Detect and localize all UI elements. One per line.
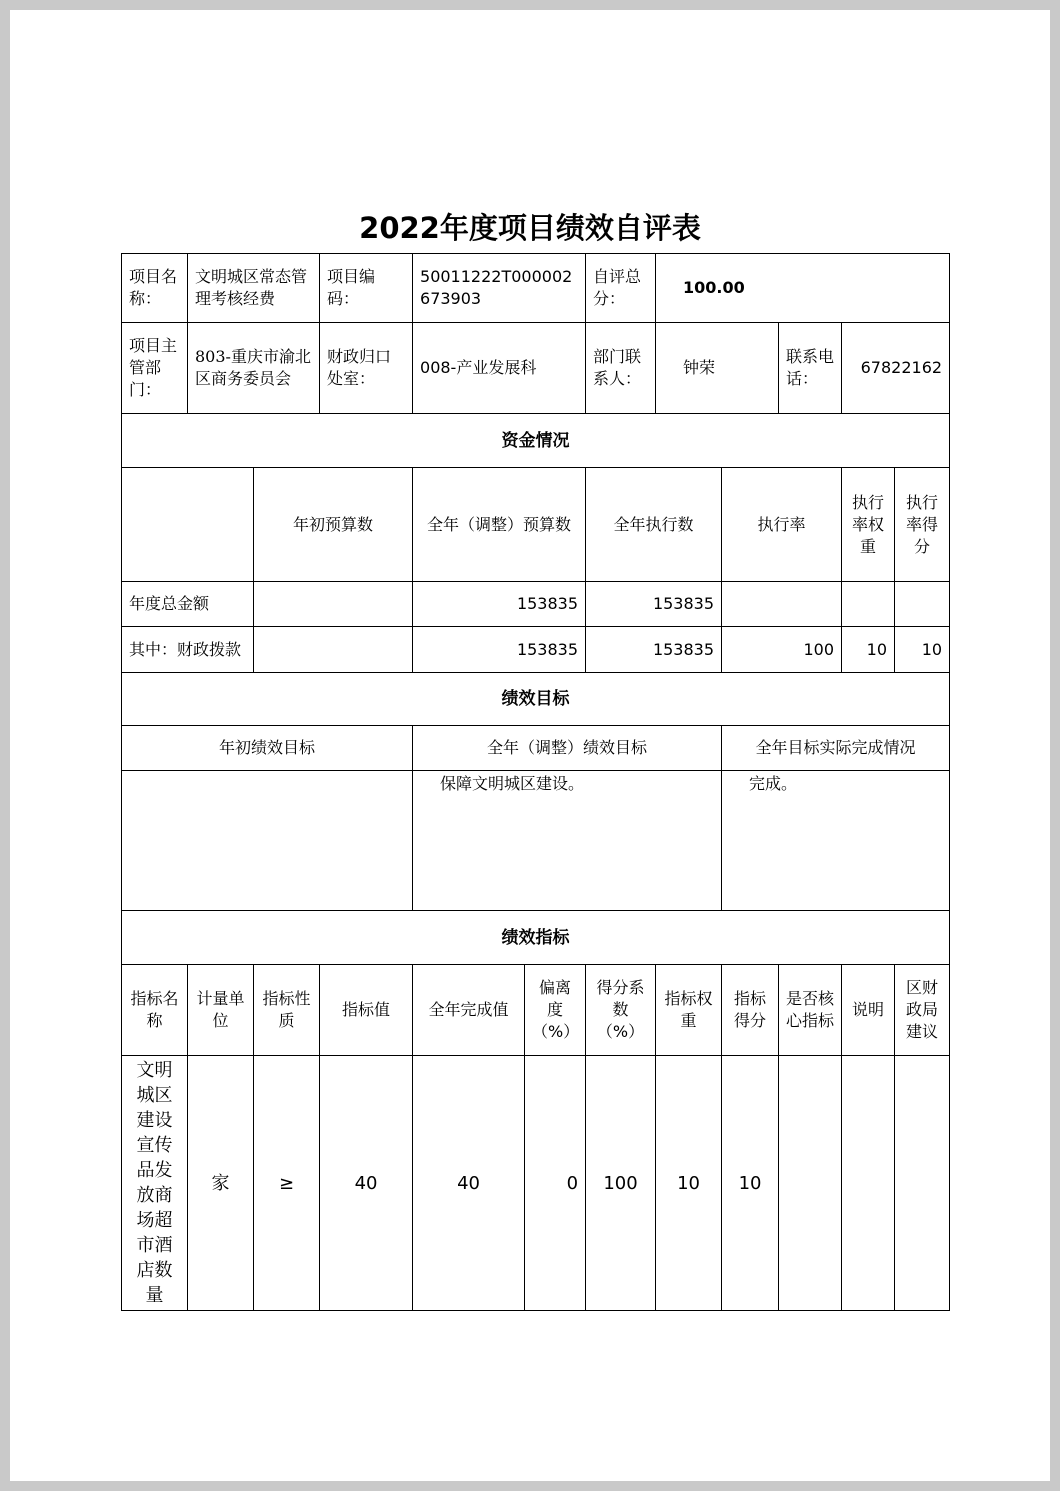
dept-value: 803-重庆市渝北区商务委员会 bbox=[188, 323, 320, 414]
goals-header-adjusted: 全年（调整）绩效目标 bbox=[413, 726, 722, 771]
self-score-value: 100.00 bbox=[656, 254, 950, 323]
indicator-note bbox=[842, 1056, 895, 1311]
project-name-value: 文明城区常态管理考核经费 bbox=[188, 254, 320, 323]
phone-value: 67822162 bbox=[842, 323, 950, 414]
indicator-completed: 40 bbox=[413, 1056, 525, 1311]
indicators-header-name: 指标名称 bbox=[122, 965, 188, 1056]
performance-table bbox=[121, 253, 950, 1311]
indicators-header-unit: 计量单位 bbox=[188, 965, 254, 1056]
indicator-unit: 家 bbox=[188, 1056, 254, 1311]
indicators-header-weight: 指标权重 bbox=[656, 965, 722, 1056]
indicators-header-advice: 区财政局建议 bbox=[895, 965, 950, 1056]
goals-adjusted-text: 保障文明城区建设。 bbox=[413, 771, 722, 911]
funds-row-label: 年度总金额 bbox=[122, 582, 254, 627]
indicators-header-completed: 全年完成值 bbox=[413, 965, 525, 1056]
goals-section-title: 绩效目标 bbox=[122, 673, 950, 726]
self-score-label: 自评总分： bbox=[586, 254, 656, 323]
funds-row-rate bbox=[722, 582, 842, 627]
funds-row-score: 10 bbox=[895, 627, 950, 673]
indicators-header-deviation: 偏离度（%） bbox=[525, 965, 586, 1056]
indicators-header-score: 指标得分 bbox=[722, 965, 779, 1056]
funds-row-initial bbox=[254, 582, 413, 627]
contact-label: 部门联系人： bbox=[586, 323, 656, 414]
funds-row-label: 其中：财政拨款 bbox=[122, 627, 254, 673]
page-title: 2022年度项目绩效自评表 bbox=[359, 211, 701, 245]
funds-header-rate: 执行率 bbox=[722, 468, 842, 582]
indicators-header-note: 说明 bbox=[842, 965, 895, 1056]
table-row bbox=[122, 1056, 950, 1311]
funds-row-executed: 153835 bbox=[586, 627, 722, 673]
funds-header-adjusted: 全年（调整）预算数 bbox=[413, 468, 586, 582]
funds-row-score bbox=[895, 582, 950, 627]
contact-value: 钟荣 bbox=[656, 323, 779, 414]
indicator-name: 文明城区建设宣传品发放商场超市酒店数量 bbox=[122, 1056, 188, 1311]
funds-header-initial: 年初预算数 bbox=[254, 468, 413, 582]
indicator-score: 10 bbox=[722, 1056, 779, 1311]
funds-row-initial bbox=[254, 627, 413, 673]
office-label: 财政归口处室： bbox=[320, 323, 413, 414]
indicator-nature: ≥ bbox=[254, 1056, 320, 1311]
indicator-deviation: 0 bbox=[525, 1056, 586, 1311]
funds-header-score: 执行率得分 bbox=[895, 468, 950, 582]
indicator-advice bbox=[895, 1056, 950, 1311]
project-code-value: 50011222T000002673903 bbox=[413, 254, 586, 323]
indicators-header-value: 指标值 bbox=[320, 965, 413, 1056]
dept-label: 项目主管部门： bbox=[122, 323, 188, 414]
funds-header-weight: 执行率权重 bbox=[842, 468, 895, 582]
goals-header-actual: 全年目标实际完成情况 bbox=[722, 726, 950, 771]
funds-header-blank bbox=[122, 468, 254, 582]
indicators-header-core: 是否核心指标 bbox=[779, 965, 842, 1056]
indicator-value: 40 bbox=[320, 1056, 413, 1311]
goals-header-initial: 年初绩效目标 bbox=[122, 726, 413, 771]
document-page bbox=[10, 10, 1050, 1481]
funds-row-executed: 153835 bbox=[586, 582, 722, 627]
indicators-header-nature: 指标性质 bbox=[254, 965, 320, 1056]
phone-label: 联系电话： bbox=[779, 323, 842, 414]
indicators-section-title: 绩效指标 bbox=[122, 911, 950, 965]
funds-section-title: 资金情况 bbox=[122, 414, 950, 468]
funds-row-weight bbox=[842, 582, 895, 627]
table-row bbox=[122, 582, 950, 627]
funds-row-weight: 10 bbox=[842, 627, 895, 673]
indicator-coefficient: 100 bbox=[586, 1056, 656, 1311]
table-row bbox=[122, 627, 950, 673]
funds-row-adjusted: 153835 bbox=[413, 627, 586, 673]
office-value: 008-产业发展科 bbox=[413, 323, 586, 414]
project-code-label: 项目编码： bbox=[320, 254, 413, 323]
funds-row-adjusted: 153835 bbox=[413, 582, 586, 627]
goals-actual-text: 完成。 bbox=[722, 771, 950, 911]
indicator-weight: 10 bbox=[656, 1056, 722, 1311]
goals-initial-text bbox=[122, 771, 413, 911]
indicators-header-coefficient: 得分系数（%） bbox=[586, 965, 656, 1056]
project-name-label: 项目名称： bbox=[122, 254, 188, 323]
funds-row-rate: 100 bbox=[722, 627, 842, 673]
funds-header-executed: 全年执行数 bbox=[586, 468, 722, 582]
indicator-core bbox=[779, 1056, 842, 1311]
